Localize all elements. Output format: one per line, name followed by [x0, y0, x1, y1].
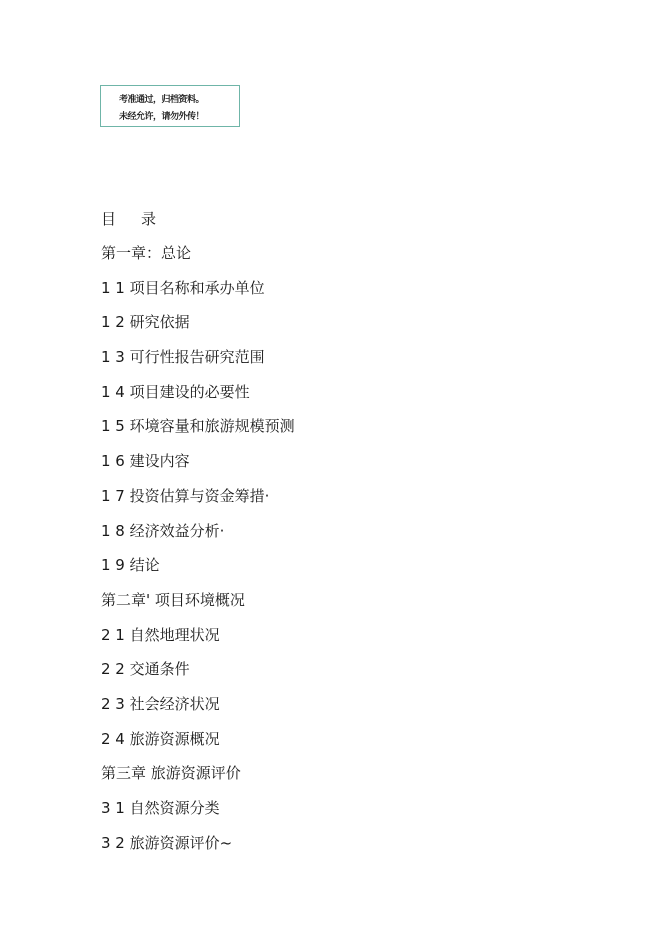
toc-entry-1-5: 1 5 环境容量和旅游规模预测: [101, 417, 295, 436]
toc-entry-3-2: 3 2 旅游资源评价~: [101, 833, 233, 852]
toc-entry-2-2: 2 2 交通条件: [101, 660, 190, 679]
toc-entry-chapter-1: 第一章：总论: [101, 244, 192, 262]
table-of-contents: [101, 243, 295, 867]
toc-entry-1-9: 1 9 结论: [101, 556, 160, 575]
toc-entry-2-3: 2 3 社会经济状况: [101, 694, 220, 713]
toc-heading-char-2: 录: [141, 210, 157, 228]
toc-entry-3-1: 3 1 自然资源分类: [101, 799, 220, 817]
toc-entry-chapter-3: 第三章 旅游资源评价: [101, 764, 241, 783]
toc-entry-1-4: 1 4 项目建设的必要性: [101, 382, 250, 401]
toc-entry-2-4: 2 4 旅游资源概况: [101, 729, 220, 748]
toc-entry-1-7: 1 7 投资估算与资金筹措·: [101, 486, 270, 505]
toc-heading: [101, 208, 156, 229]
toc-entry-chapter-2: 第二章' 项目环境概况: [101, 590, 245, 609]
toc-entry-1-8: 1 8 经济效益分析·: [101, 521, 225, 540]
toc-heading-char-1: 目: [101, 210, 117, 228]
toc-entry-1-3: 1 3 可行性报告研究范围: [101, 348, 265, 367]
toc-entry-1-1: 1 1 项目名称和承办单位: [101, 278, 265, 297]
stamp-line-2: 未经允许，请勿外传！: [119, 112, 205, 122]
toc-entry-1-2: 1 2 研究依据: [101, 313, 190, 332]
toc-entry-1-6: 1 6 建设内容: [101, 452, 190, 471]
toc-entry-2-1: 2 1 自然地理状况: [101, 625, 220, 644]
stamp-line-1: 考准通过，归档资料。: [119, 95, 205, 105]
confidentiality-stamp: [100, 85, 240, 127]
